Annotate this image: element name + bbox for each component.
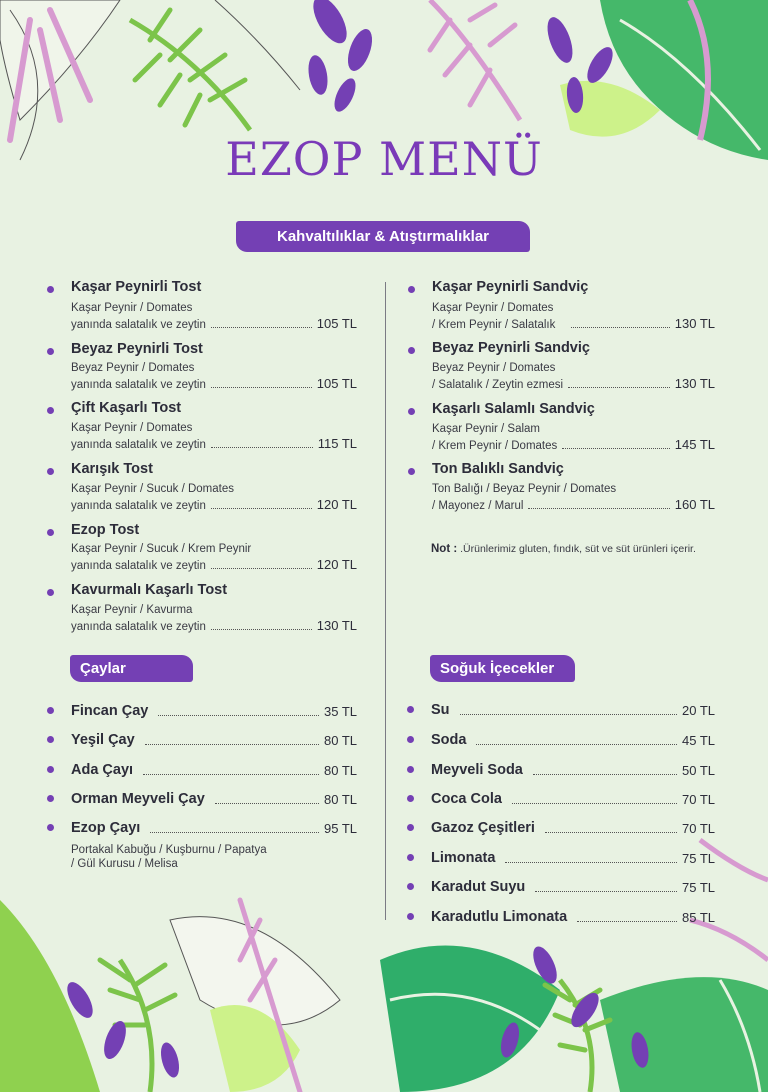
description-line: Portakal Kabuğu / Kuşburnu / Papatya	[71, 844, 267, 856]
item-name: Ada Çayı	[71, 762, 134, 778]
bullet-icon	[408, 468, 415, 475]
item-side: yanında salatalık ve zeytin	[71, 621, 206, 633]
menu-item	[47, 582, 357, 636]
item-description-line2	[71, 376, 357, 391]
drink-item	[407, 700, 715, 718]
item-name: Karışık Tost	[71, 461, 153, 477]
dotted-leader	[460, 714, 677, 715]
menu-item	[408, 279, 715, 333]
item-description-line2	[432, 376, 715, 391]
dotted-leader	[512, 803, 677, 804]
item-side: yanında salatalık ve zeytin	[71, 560, 206, 572]
menu-item	[408, 340, 715, 394]
menu-item	[47, 461, 357, 515]
item-price: 160 TL	[674, 497, 715, 512]
dotted-leader	[535, 891, 677, 892]
item-description-line2	[71, 436, 357, 451]
item-price: 70 TL	[681, 792, 715, 807]
dotted-leader	[211, 327, 312, 328]
item-price: 80 TL	[323, 733, 357, 748]
note-label: Not :	[431, 543, 458, 555]
menu-title: EZOP MENÜ	[225, 132, 543, 186]
bullet-icon	[47, 589, 54, 596]
item-name: Soda	[431, 732, 467, 748]
item-side: yanında salatalık ve zeytin	[71, 439, 206, 451]
item-description-line2	[71, 497, 357, 512]
allergen-note	[431, 543, 696, 555]
drink-item	[407, 848, 715, 866]
item-side: yanında salatalık ve zeytin	[71, 379, 206, 391]
item-name: Su	[431, 702, 450, 718]
drink-item	[407, 877, 715, 895]
section-header-teas: Çaylar	[70, 655, 193, 682]
bullet-icon	[47, 736, 54, 743]
dotted-leader	[568, 387, 670, 388]
tea-item	[47, 789, 357, 807]
bullet-icon	[47, 407, 54, 414]
bullet-icon	[47, 529, 54, 536]
item-description-line2	[432, 316, 715, 331]
bullet-icon	[47, 707, 54, 714]
bullet-icon	[47, 766, 54, 773]
item-side: / Salatalık / Zeytin ezmesi	[432, 379, 564, 391]
ezop-tea-description	[71, 843, 267, 871]
dotted-leader	[505, 862, 677, 863]
item-price: 145 TL	[674, 437, 715, 452]
item-name: Beyaz Peynirli Sandviç	[432, 340, 590, 356]
bullet-icon	[407, 854, 414, 861]
dotted-leader	[145, 744, 319, 745]
item-name: Kaşarlı Salamlı Sandviç	[432, 401, 595, 417]
tea-item	[47, 701, 357, 719]
menu-item	[408, 461, 715, 515]
item-price: 95 TL	[323, 821, 357, 836]
item-price: 120 TL	[316, 557, 357, 572]
item-price: 120 TL	[316, 497, 357, 512]
item-price: 75 TL	[681, 851, 715, 866]
item-price: 75 TL	[681, 880, 715, 895]
item-description: Beyaz Peynir / Domates	[71, 362, 195, 374]
dotted-leader	[476, 744, 677, 745]
item-name: Meyveli Soda	[431, 762, 523, 778]
bullet-icon	[408, 286, 415, 293]
dotted-leader	[533, 774, 677, 775]
drink-item	[407, 818, 715, 836]
dotted-leader	[211, 568, 312, 569]
note-text: .Ürünlerimiz gluten, fındık, süt ve süt ürünleri içerir.	[457, 543, 696, 555]
item-name: Karadut Suyu	[431, 879, 526, 895]
bullet-icon	[407, 824, 414, 831]
item-name: Gazoz Çeşitleri	[431, 820, 535, 836]
bullet-icon	[47, 795, 54, 802]
item-price: 85 TL	[681, 910, 715, 925]
bullet-icon	[407, 883, 414, 890]
drink-item	[407, 789, 715, 807]
drink-item	[407, 760, 715, 778]
item-name: Kaşar Peynirli Tost	[71, 279, 202, 295]
dotted-leader	[528, 508, 669, 509]
drink-item	[407, 730, 715, 748]
bullet-icon	[407, 766, 414, 773]
item-price: 130 TL	[316, 618, 357, 633]
item-side: / Krem Peynir / Domates	[432, 440, 558, 452]
item-side: yanında salatalık ve zeytin	[71, 500, 206, 512]
bullet-icon	[47, 286, 54, 293]
item-description: Kaşar Peynir / Kavurma	[71, 604, 193, 616]
menu-item	[47, 279, 357, 333]
section-header-cold-drinks: Soğuk İçecekler	[430, 655, 575, 682]
bullet-icon	[47, 348, 54, 355]
item-name: Coca Cola	[431, 791, 502, 807]
item-description: Ton Balığı / Beyaz Peynir / Domates	[432, 483, 617, 495]
item-description-line2	[432, 437, 715, 452]
item-name: Beyaz Peynirli Tost	[71, 341, 203, 357]
item-price: 130 TL	[674, 376, 715, 391]
item-description: Kaşar Peynir / Sucuk / Krem Peynir	[71, 543, 252, 555]
item-description: Kaşar Peynir / Domates	[432, 302, 554, 314]
bullet-icon	[407, 736, 414, 743]
tea-item	[47, 818, 357, 836]
item-name: Limonata	[431, 850, 496, 866]
dotted-leader	[562, 448, 669, 449]
bullet-icon	[408, 347, 415, 354]
menu-item	[47, 341, 357, 395]
item-description: Beyaz Peynir / Domates	[432, 362, 556, 374]
dotted-leader	[545, 832, 677, 833]
item-price: 50 TL	[681, 763, 715, 778]
description-line: / Gül Kurusu / Melisa	[71, 858, 178, 870]
item-name: Kaşar Peynirli Sandviç	[432, 279, 589, 295]
item-description-line2	[71, 316, 357, 331]
drink-item	[407, 907, 715, 925]
section-header-breakfast: Kahvaltılıklar & Atıştırmalıklar	[236, 221, 530, 252]
bullet-icon	[47, 824, 54, 831]
column-divider	[385, 282, 386, 920]
item-description: Kaşar Peynir / Sucuk / Domates	[71, 483, 234, 495]
dotted-leader	[158, 715, 319, 716]
item-price: 80 TL	[323, 792, 357, 807]
item-price: 115 TL	[317, 436, 357, 451]
item-price: 130 TL	[674, 316, 715, 331]
dotted-leader	[143, 774, 319, 775]
item-name: Ton Balıklı Sandviç	[432, 461, 564, 477]
item-side: / Krem Peynir / Salatalık	[432, 319, 556, 331]
menu-item	[408, 401, 715, 455]
bullet-icon	[407, 706, 414, 713]
dotted-leader	[211, 387, 312, 388]
menu-item	[47, 400, 357, 454]
item-name: Ezop Çayı	[71, 820, 141, 836]
bullet-icon	[408, 408, 415, 415]
item-description-line2	[71, 557, 357, 572]
bullet-icon	[407, 795, 414, 802]
tea-item	[47, 760, 357, 778]
dotted-leader	[150, 832, 319, 833]
item-description-line2	[432, 497, 715, 512]
item-name: Yeşil Çay	[71, 732, 135, 748]
item-name: Karadutlu Limonata	[431, 909, 568, 925]
item-name: Kavurmalı Kaşarlı Tost	[71, 582, 228, 598]
item-description: Kaşar Peynir / Domates	[71, 302, 193, 314]
item-price: 35 TL	[323, 704, 357, 719]
dotted-leader	[211, 508, 312, 509]
dotted-leader	[211, 447, 313, 448]
dotted-leader	[571, 327, 669, 328]
item-description: Kaşar Peynir / Salam	[432, 423, 541, 435]
menu-item	[47, 522, 357, 576]
bullet-icon	[407, 913, 414, 920]
item-description-line2	[71, 618, 357, 633]
item-name: Orman Meyveli Çay	[71, 791, 205, 807]
item-price: 105 TL	[316, 316, 357, 331]
item-price: 20 TL	[681, 703, 715, 718]
bullet-icon	[47, 468, 54, 475]
item-side: / Mayonez / Marul	[432, 500, 524, 512]
tea-item	[47, 730, 357, 748]
item-name: Fincan Çay	[71, 703, 149, 719]
dotted-leader	[211, 629, 312, 630]
item-description: Kaşar Peynir / Domates	[71, 422, 193, 434]
dotted-leader	[577, 921, 677, 922]
dotted-leader	[215, 803, 319, 804]
item-name: Ezop Tost	[71, 522, 140, 538]
item-name: Çift Kaşarlı Tost	[71, 400, 182, 416]
item-price: 45 TL	[681, 733, 715, 748]
item-price: 70 TL	[681, 821, 715, 836]
item-side: yanında salatalık ve zeytin	[71, 319, 206, 331]
item-price: 105 TL	[316, 376, 357, 391]
item-price: 80 TL	[323, 763, 357, 778]
